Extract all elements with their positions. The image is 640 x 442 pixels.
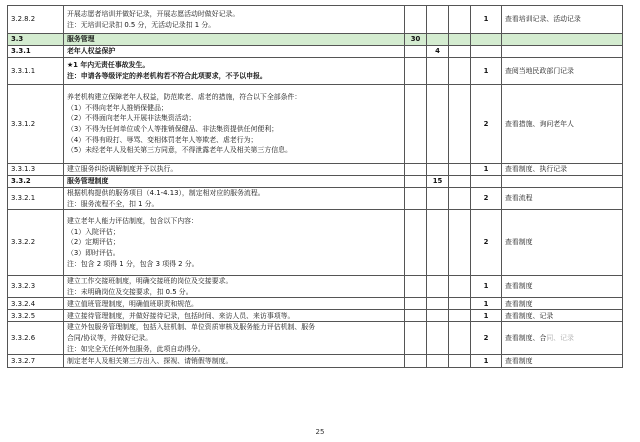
table-row: [8, 276, 623, 298]
evidence-method: [502, 46, 623, 58]
section-score: [405, 6, 427, 34]
description-line: （3）不得为任何单位或个人等推销保健品、非法集资提供任何便利；: [67, 125, 279, 133]
description-line: 注：无培训记录扣 0.5 分，无活动记录扣 1 分。: [67, 20, 216, 29]
section-score: [405, 85, 427, 164]
evidence-method: 查看流程: [502, 188, 623, 210]
item-code: 3.3.1.2: [8, 85, 64, 164]
spacer-cell: [449, 34, 471, 46]
table-row: [8, 164, 623, 176]
item-score: 1: [471, 6, 502, 34]
item-description: [64, 34, 405, 46]
description-line: 开展志愿者培训并做好记录，开展志愿活动时做好记录。: [67, 9, 240, 18]
item-description: [64, 310, 405, 322]
item-description: [64, 188, 405, 210]
item-description: [64, 6, 405, 34]
table-row: [8, 322, 623, 355]
subsection-score: 4: [427, 46, 449, 58]
item-description: [64, 164, 405, 176]
subsection-score: [427, 355, 449, 368]
description-line: 老年人权益保护: [67, 47, 116, 56]
item-description: [64, 176, 405, 188]
description-line: （2）不得面向老年人开展非法集资活动；: [67, 114, 196, 123]
item-score: 2: [471, 85, 502, 164]
item-score: [471, 46, 502, 58]
section-score: [405, 188, 427, 210]
subsection-score: [427, 210, 449, 276]
description-line: （3）即时评估。: [67, 248, 120, 257]
description-line: （5）未经老年人及相关第三方同意，不得泄露老年人及相关第三方信息。: [67, 146, 292, 155]
spacer-cell: [449, 210, 471, 276]
item-code: 3.2.8.2: [8, 6, 64, 34]
evidence-method: 查看制度: [502, 355, 623, 368]
item-code: 3.3.2.4: [8, 298, 64, 310]
item-score: 1: [471, 276, 502, 298]
item-description: [64, 85, 405, 164]
item-code: 3.3.2.7: [8, 355, 64, 368]
spacer-cell: [449, 46, 471, 58]
item-score: 1: [471, 58, 502, 85]
table-row: [8, 46, 623, 58]
table-row: [8, 310, 623, 322]
spacer-cell: [449, 176, 471, 188]
evidence-method: [502, 322, 623, 355]
subsection-score: 15: [427, 176, 449, 188]
spacer-cell: [449, 276, 471, 298]
description-line: （4）不得有殴打、辱骂、变相体罚老年人等欺老、虐老行为；: [67, 135, 258, 144]
item-description: [64, 322, 405, 355]
item-code: 3.3.1: [8, 46, 64, 58]
section-score: [405, 322, 427, 355]
table-row: [8, 58, 623, 85]
page-number: 25: [315, 428, 325, 436]
section-score: 30: [405, 34, 427, 46]
description-line: 建立服务纠纷调解制度并予以执行。: [67, 165, 178, 174]
evidence-method: 查阅当地民政部门记录: [502, 58, 623, 85]
evidence-method: 查看制度、记录: [502, 310, 623, 322]
subsection-score: [427, 85, 449, 164]
spacer-cell: [449, 298, 471, 310]
description-line: 建立工作交接班制度，明确交接班的岗位及交接要求。: [67, 277, 233, 286]
table-row: [8, 85, 623, 164]
description-line: 建立老年人能力评估制度，包含以下内容：: [67, 217, 198, 226]
description-line: ★1 年内无责任事故发生。: [67, 61, 150, 70]
item-code: 3.3.2.2: [8, 210, 64, 276]
table-row: [8, 298, 623, 310]
subsection-score: [427, 298, 449, 310]
spacer-cell: [449, 355, 471, 368]
description-line: 制定老年人及相关第三方出入、探视、请销假等制度。: [67, 357, 233, 366]
subsection-score: [427, 164, 449, 176]
description-line: 注：包含 2 项得 1 分，包含 3 项得 2 分。: [67, 259, 199, 268]
evidence-method: [502, 176, 623, 188]
item-code: 3.3.2.6: [8, 322, 64, 355]
item-code: 3.3.1.1: [8, 58, 64, 85]
evidence-method: 查看制度、执行记录: [502, 164, 623, 176]
spacer-cell: [449, 85, 471, 164]
description-line: 养老机构建立保障老年人权益，防范欺老、虐老的措施，符合以下全部条件：: [67, 93, 302, 102]
subsection-score: [427, 322, 449, 355]
item-code: 3.3.2: [8, 176, 64, 188]
description-line: 建立值班管理制度，明确值班职责和规范。: [67, 299, 198, 308]
section-score: [405, 164, 427, 176]
item-score: 2: [471, 210, 502, 276]
section-score: [405, 310, 427, 322]
subsection-score: [427, 58, 449, 85]
item-score: [471, 176, 502, 188]
evidence-text: 查看制度、合: [505, 334, 547, 343]
table-row: [8, 188, 623, 210]
section-score: [405, 276, 427, 298]
item-code: 3.3.2.1: [8, 188, 64, 210]
item-score: [471, 34, 502, 46]
description-line: （1）入院评估；: [67, 227, 120, 236]
item-description: [64, 355, 405, 368]
subsection-score: [427, 34, 449, 46]
item-description: [64, 58, 405, 85]
item-score: 2: [471, 188, 502, 210]
description-line: 注：未明确岗位及交接要求，扣 0.5 分。: [67, 287, 193, 296]
table-row: [8, 210, 623, 276]
section-score: [405, 355, 427, 368]
evaluation-table-page: [7, 5, 622, 368]
subsection-score: [427, 6, 449, 34]
evaluation-table: [7, 5, 623, 368]
evidence-method: 查看制度: [502, 276, 623, 298]
item-code: 3.3.1.3: [8, 164, 64, 176]
description-line: 合同/协议等，并做好记录。: [67, 334, 153, 343]
spacer-cell: [449, 58, 471, 85]
section-score: [405, 210, 427, 276]
item-description: [64, 298, 405, 310]
spacer-cell: [449, 188, 471, 210]
table-row: [8, 6, 623, 34]
description-line: 服务管理制度: [67, 177, 109, 186]
spacer-cell: [449, 310, 471, 322]
table-row: [8, 34, 623, 46]
description-line: 注：如完全无任何外包服务，此项自动得分。: [67, 344, 205, 353]
description-line: 注：服务流程不全，扣 1 分。: [67, 199, 159, 208]
description-line: 建立接待管理制度，并做好接待记录，包括时间、来访人员、来访事项等。: [67, 311, 295, 320]
table-row: [8, 355, 623, 368]
description-line: 服务管理: [67, 35, 95, 44]
subsection-score: [427, 188, 449, 210]
item-description: [64, 276, 405, 298]
description-line: 根据机构提供的服务项目（4.1-4.13），制定相对应的服务流程。: [67, 189, 265, 197]
spacer-cell: [449, 164, 471, 176]
evidence-method: 查看制度: [502, 210, 623, 276]
subsection-score: [427, 276, 449, 298]
description-line: （2）定期评估；: [67, 238, 120, 247]
item-score: 2: [471, 322, 502, 355]
item-code: 3.3: [8, 34, 64, 46]
description-line: 建立外包服务管理制度，包括入驻机制、单位资质审核及服务能力评估机制、服务: [67, 323, 316, 332]
section-score: [405, 46, 427, 58]
evidence-text-faded: 同、记录: [546, 334, 574, 343]
section-score: [405, 176, 427, 188]
evidence-method: 查看培训记录、活动记录: [502, 6, 623, 34]
description-line: （1）不得向老年人推销保健品；: [67, 103, 168, 112]
section-score: [405, 58, 427, 85]
item-score: 1: [471, 298, 502, 310]
evidence-method: 查看措施、询问老年人: [502, 85, 623, 164]
item-code: 3.3.2.5: [8, 310, 64, 322]
subsection-score: [427, 310, 449, 322]
description-line: 注：申请各等级评定的养老机构若不符合此项要求，不予以申报。: [67, 72, 267, 80]
item-score: 1: [471, 355, 502, 368]
spacer-cell: [449, 6, 471, 34]
table-row: [8, 176, 623, 188]
item-score: 1: [471, 164, 502, 176]
evidence-method: 查看制度: [502, 298, 623, 310]
spacer-cell: [449, 322, 471, 355]
item-code: 3.3.2.3: [8, 276, 64, 298]
section-score: [405, 298, 427, 310]
item-score: 1: [471, 310, 502, 322]
item-description: [64, 210, 405, 276]
item-description: [64, 46, 405, 58]
evidence-method: [502, 34, 623, 46]
